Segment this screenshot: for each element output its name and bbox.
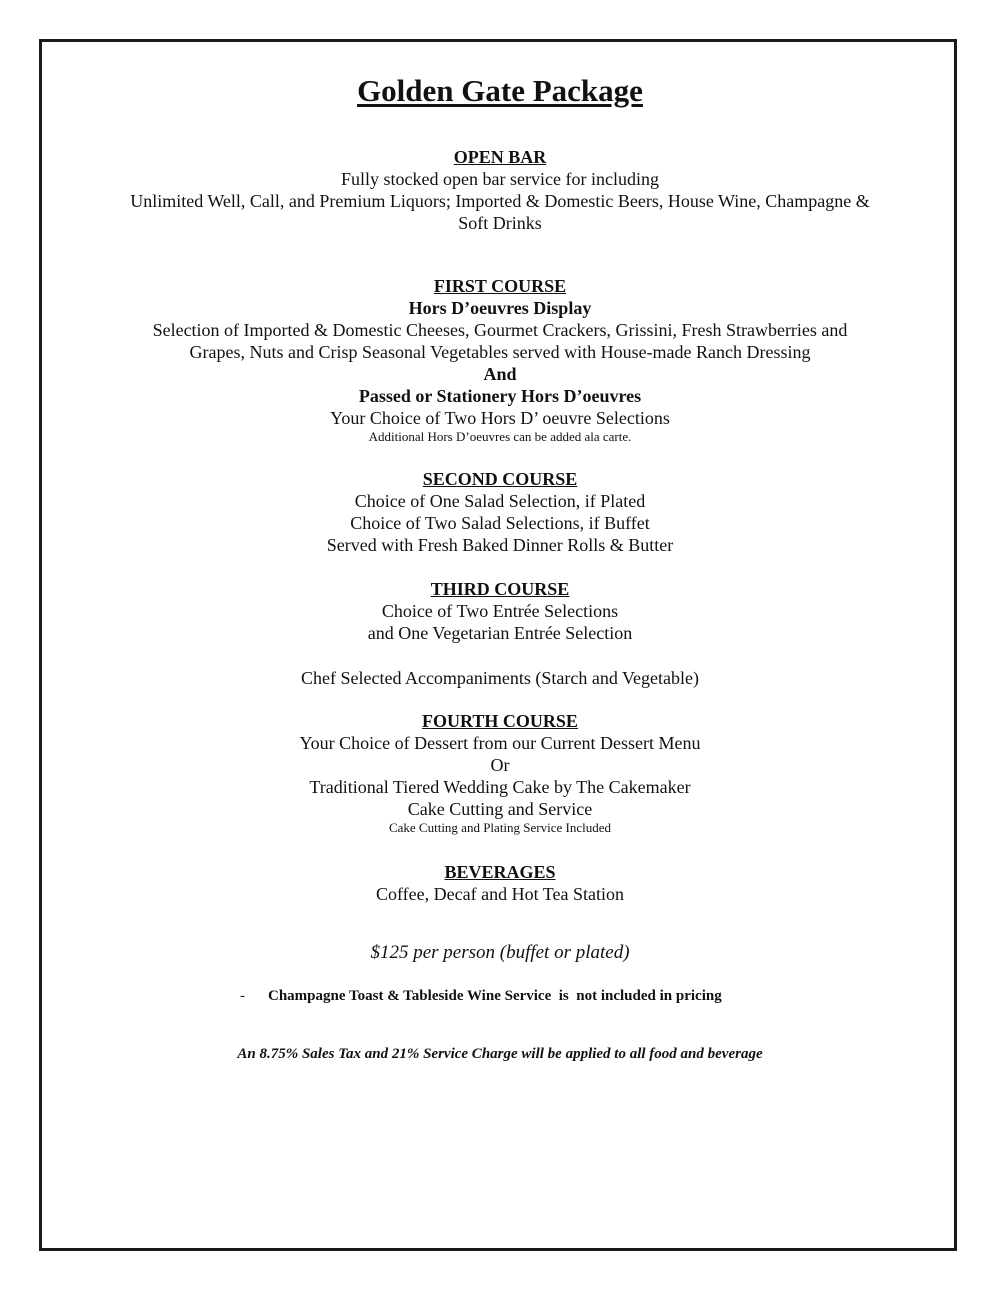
first-course-subheading-2: Passed or Stationery Hors D’oeuvres (358, 386, 642, 406)
first-course-subheading: Hors D’oeuvres Display (408, 298, 592, 318)
open-bar-line: Soft Drinks (458, 213, 542, 233)
first-course-heading: FIRST COURSE (433, 276, 567, 296)
second-course-line: Choice of Two Salad Selections, if Buffet (350, 513, 650, 533)
first-course-note: Additional Hors D’oeuvres can be added ala carte. (368, 429, 632, 444)
page-title: Golden Gate Package (357, 73, 643, 108)
fourth-course-line: Or (490, 755, 510, 775)
first-course-section (60, 275, 940, 445)
third-course-accompaniments-block (60, 667, 940, 689)
first-course-line: Selection of Imported & Domestic Cheeses, Gourmet Crackers, Grissini, Fresh Strawberries and (152, 320, 848, 340)
price-line: $125 per person (buffet or plated) (370, 942, 630, 963)
fourth-course-line: Your Choice of Dessert from our Current Dessert Menu (299, 733, 701, 753)
tax-note: An 8.75% Sales Tax and 21% Service Charge will be applied to all food and beverage (237, 1046, 763, 1062)
first-course-and: And (483, 364, 517, 384)
third-course-section (60, 578, 940, 644)
beverages-section (60, 861, 940, 905)
open-bar-line: Unlimited Well, Call, and Premium Liquors; Imported & Domestic Beers, House Wine, Champagne & (130, 191, 870, 211)
bullet-dash: - (240, 988, 245, 1004)
fourth-course-line: Traditional Tiered Wedding Cake by The Cakemaker (309, 777, 691, 797)
open-bar-section (60, 146, 940, 234)
third-course-heading: THIRD COURSE (430, 579, 570, 599)
open-bar-heading: OPEN BAR (453, 147, 547, 167)
open-bar-line: Fully stocked open bar service for including (341, 169, 659, 189)
fourth-course-section (60, 710, 940, 836)
exclusion-note (0, 985, 1000, 1007)
beverages-heading: BEVERAGES (444, 862, 556, 882)
second-course-heading: SECOND COURSE (422, 469, 578, 489)
third-course-line: and One Vegetarian Entrée Selection (367, 623, 633, 643)
fourth-course-note: Cake Cutting and Plating Service Included (388, 820, 612, 835)
second-course-line: Choice of One Salad Selection, if Plated (354, 491, 646, 511)
exclusion-text: Champagne Toast & Tableside Wine Service is not included in pricing (268, 988, 722, 1004)
first-course-line: Grapes, Nuts and Crisp Seasonal Vegetables served with House-made Ranch Dressing (189, 342, 811, 362)
second-course-section (60, 468, 940, 556)
first-course-choice: Your Choice of Two Hors D’ oeuvre Selections (330, 408, 670, 428)
fourth-course-line: Cake Cutting and Service (407, 799, 593, 819)
third-course-accompaniments: Chef Selected Accompaniments (Starch and Vegetable) (300, 668, 700, 688)
third-course-line: Choice of Two Entrée Selections (381, 601, 619, 621)
beverages-line: Coffee, Decaf and Hot Tea Station (376, 884, 624, 904)
fourth-course-heading: FOURTH COURSE (422, 711, 578, 731)
second-course-line: Served with Fresh Baked Dinner Rolls & Butter (326, 535, 674, 555)
